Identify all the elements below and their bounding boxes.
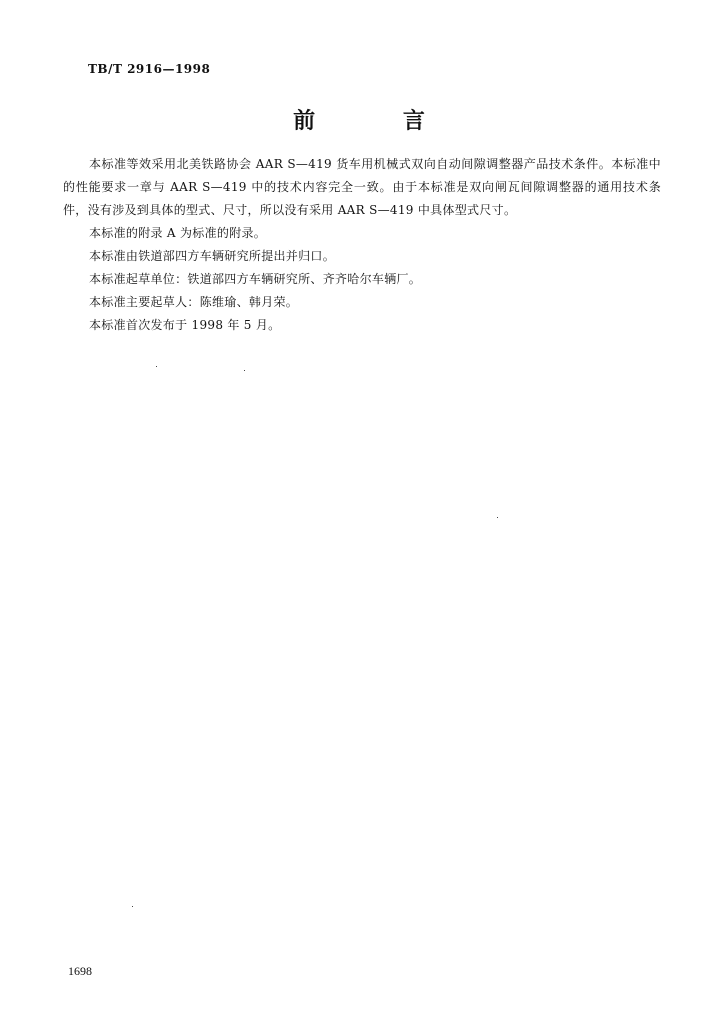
section-title: 前 言 bbox=[293, 109, 465, 134]
paragraph-scope: 本标准等效采用北美铁路协会 AAR S—419 货车用机械式双向自动间隙调整器产品技术条件。本标准中的性能要求一章与 AAR S—419 中的技术内容完全一致。由于本标准是双向闸瓦间隙调整器的通用技术条件，没有涉及到具体的型式、尺寸，所以没有采用 AAR S—419 中具体型式尺寸。 bbox=[63, 157, 661, 217]
paragraph-appendix: 本标准的附录 A 为标准的附录。 bbox=[89, 226, 267, 240]
paragraph-drafters: 本标准主要起草人：陈维瑜、韩月荣。 bbox=[89, 295, 299, 309]
paragraph-first-release: 本标准首次发布于 1998 年 5 月。 bbox=[89, 318, 281, 332]
page-number: 1698 bbox=[68, 964, 92, 978]
scan-speck bbox=[497, 517, 498, 518]
scan-speck bbox=[132, 906, 133, 907]
scan-speck bbox=[156, 366, 157, 367]
paragraph-proposer: 本标准由铁道部四方车辆研究所提出并归口。 bbox=[89, 249, 336, 263]
scan-speck bbox=[244, 370, 245, 371]
standard-code: TB/T 2916—1998 bbox=[88, 62, 211, 76]
paragraph-drafting-units: 本标准起草单位：铁道部四方车辆研究所、齐齐哈尔车辆厂。 bbox=[89, 272, 422, 286]
body-text bbox=[63, 153, 661, 337]
